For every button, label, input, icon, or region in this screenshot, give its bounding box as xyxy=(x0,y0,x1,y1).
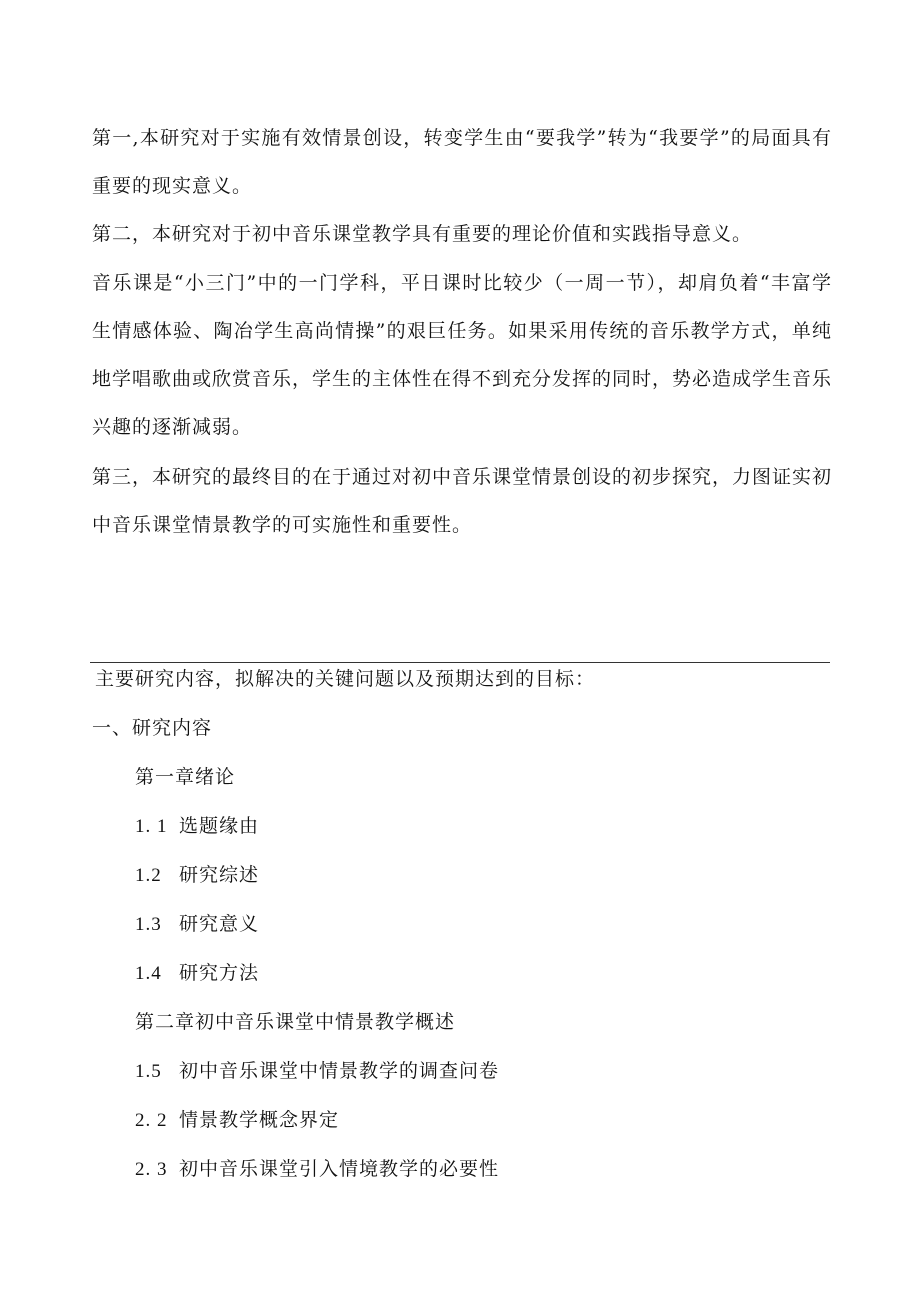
toc-item-number: 2. 2 xyxy=(135,1110,168,1131)
section-divider xyxy=(90,662,830,663)
paragraph-third-point: 第三，本研究的最终目的在于通过对初中音乐课堂情景创设的初步探究，力图证实初中音乐课堂情景教学的可实施性和重要性。 xyxy=(92,466,833,536)
toc-item xyxy=(135,811,259,842)
chapter-2-title: 第二章初中音乐课堂中情景教学概述 xyxy=(135,1011,456,1033)
section-heading: 主要研究内容，拟解决的关键问题以及预期达到的目标： xyxy=(95,668,596,690)
toc-item-label: 初中音乐课堂引入情境教学的必要性 xyxy=(179,1158,500,1180)
paragraph-second-point: 第二，本研究对于初中音乐课堂教学具有重要的理论价值和实践指导意义。 xyxy=(92,223,753,245)
toc-item xyxy=(135,958,259,989)
toc-item-number: 1.3 xyxy=(135,914,162,935)
paragraph-first-point: 第一,本研究对于实施有效情景创设，转变学生由“要我学”转为“我要学”的局面具有重要的现实意义。 xyxy=(92,127,832,197)
toc-item-number: 1.4 xyxy=(135,963,162,984)
toc-item xyxy=(135,1056,499,1087)
toc-item-number: 2. 3 xyxy=(135,1159,168,1180)
toc-item xyxy=(135,1105,339,1136)
toc-item-label: 选题缘由 xyxy=(179,815,260,837)
research-content-title: 一、研究内容 xyxy=(92,717,213,739)
toc-item xyxy=(135,909,259,940)
toc-item-number: 1.5 xyxy=(135,1061,162,1082)
toc-item-label: 研究意义 xyxy=(179,913,260,935)
chapter-1-title: 第一章绪论 xyxy=(135,766,236,788)
toc-item-label: 情景教学概念界定 xyxy=(179,1109,340,1131)
toc-item xyxy=(135,860,259,891)
toc-item-label: 初中音乐课堂中情景教学的调查问卷 xyxy=(179,1060,500,1082)
toc-item xyxy=(135,1154,499,1185)
toc-item-number: 1.2 xyxy=(135,865,162,886)
toc-item-label: 研究综述 xyxy=(179,864,260,886)
toc-item-number: 1. 1 xyxy=(135,816,168,837)
toc-item-label: 研究方法 xyxy=(179,962,260,984)
paragraph-music-class: 音乐课是“小三门”中的一门学科，平日课时比较少（一周一节），却肩负着“丰富学生情感体验、陶冶学生高尚情操”的艰巨任务。如果采用传统的音乐教学方式，单纯地学唱歌曲或欣赏音乐，学生的主体性在得不到充分发挥的同时，势必造成学生音乐兴趣的逐渐减弱。 xyxy=(92,272,833,438)
